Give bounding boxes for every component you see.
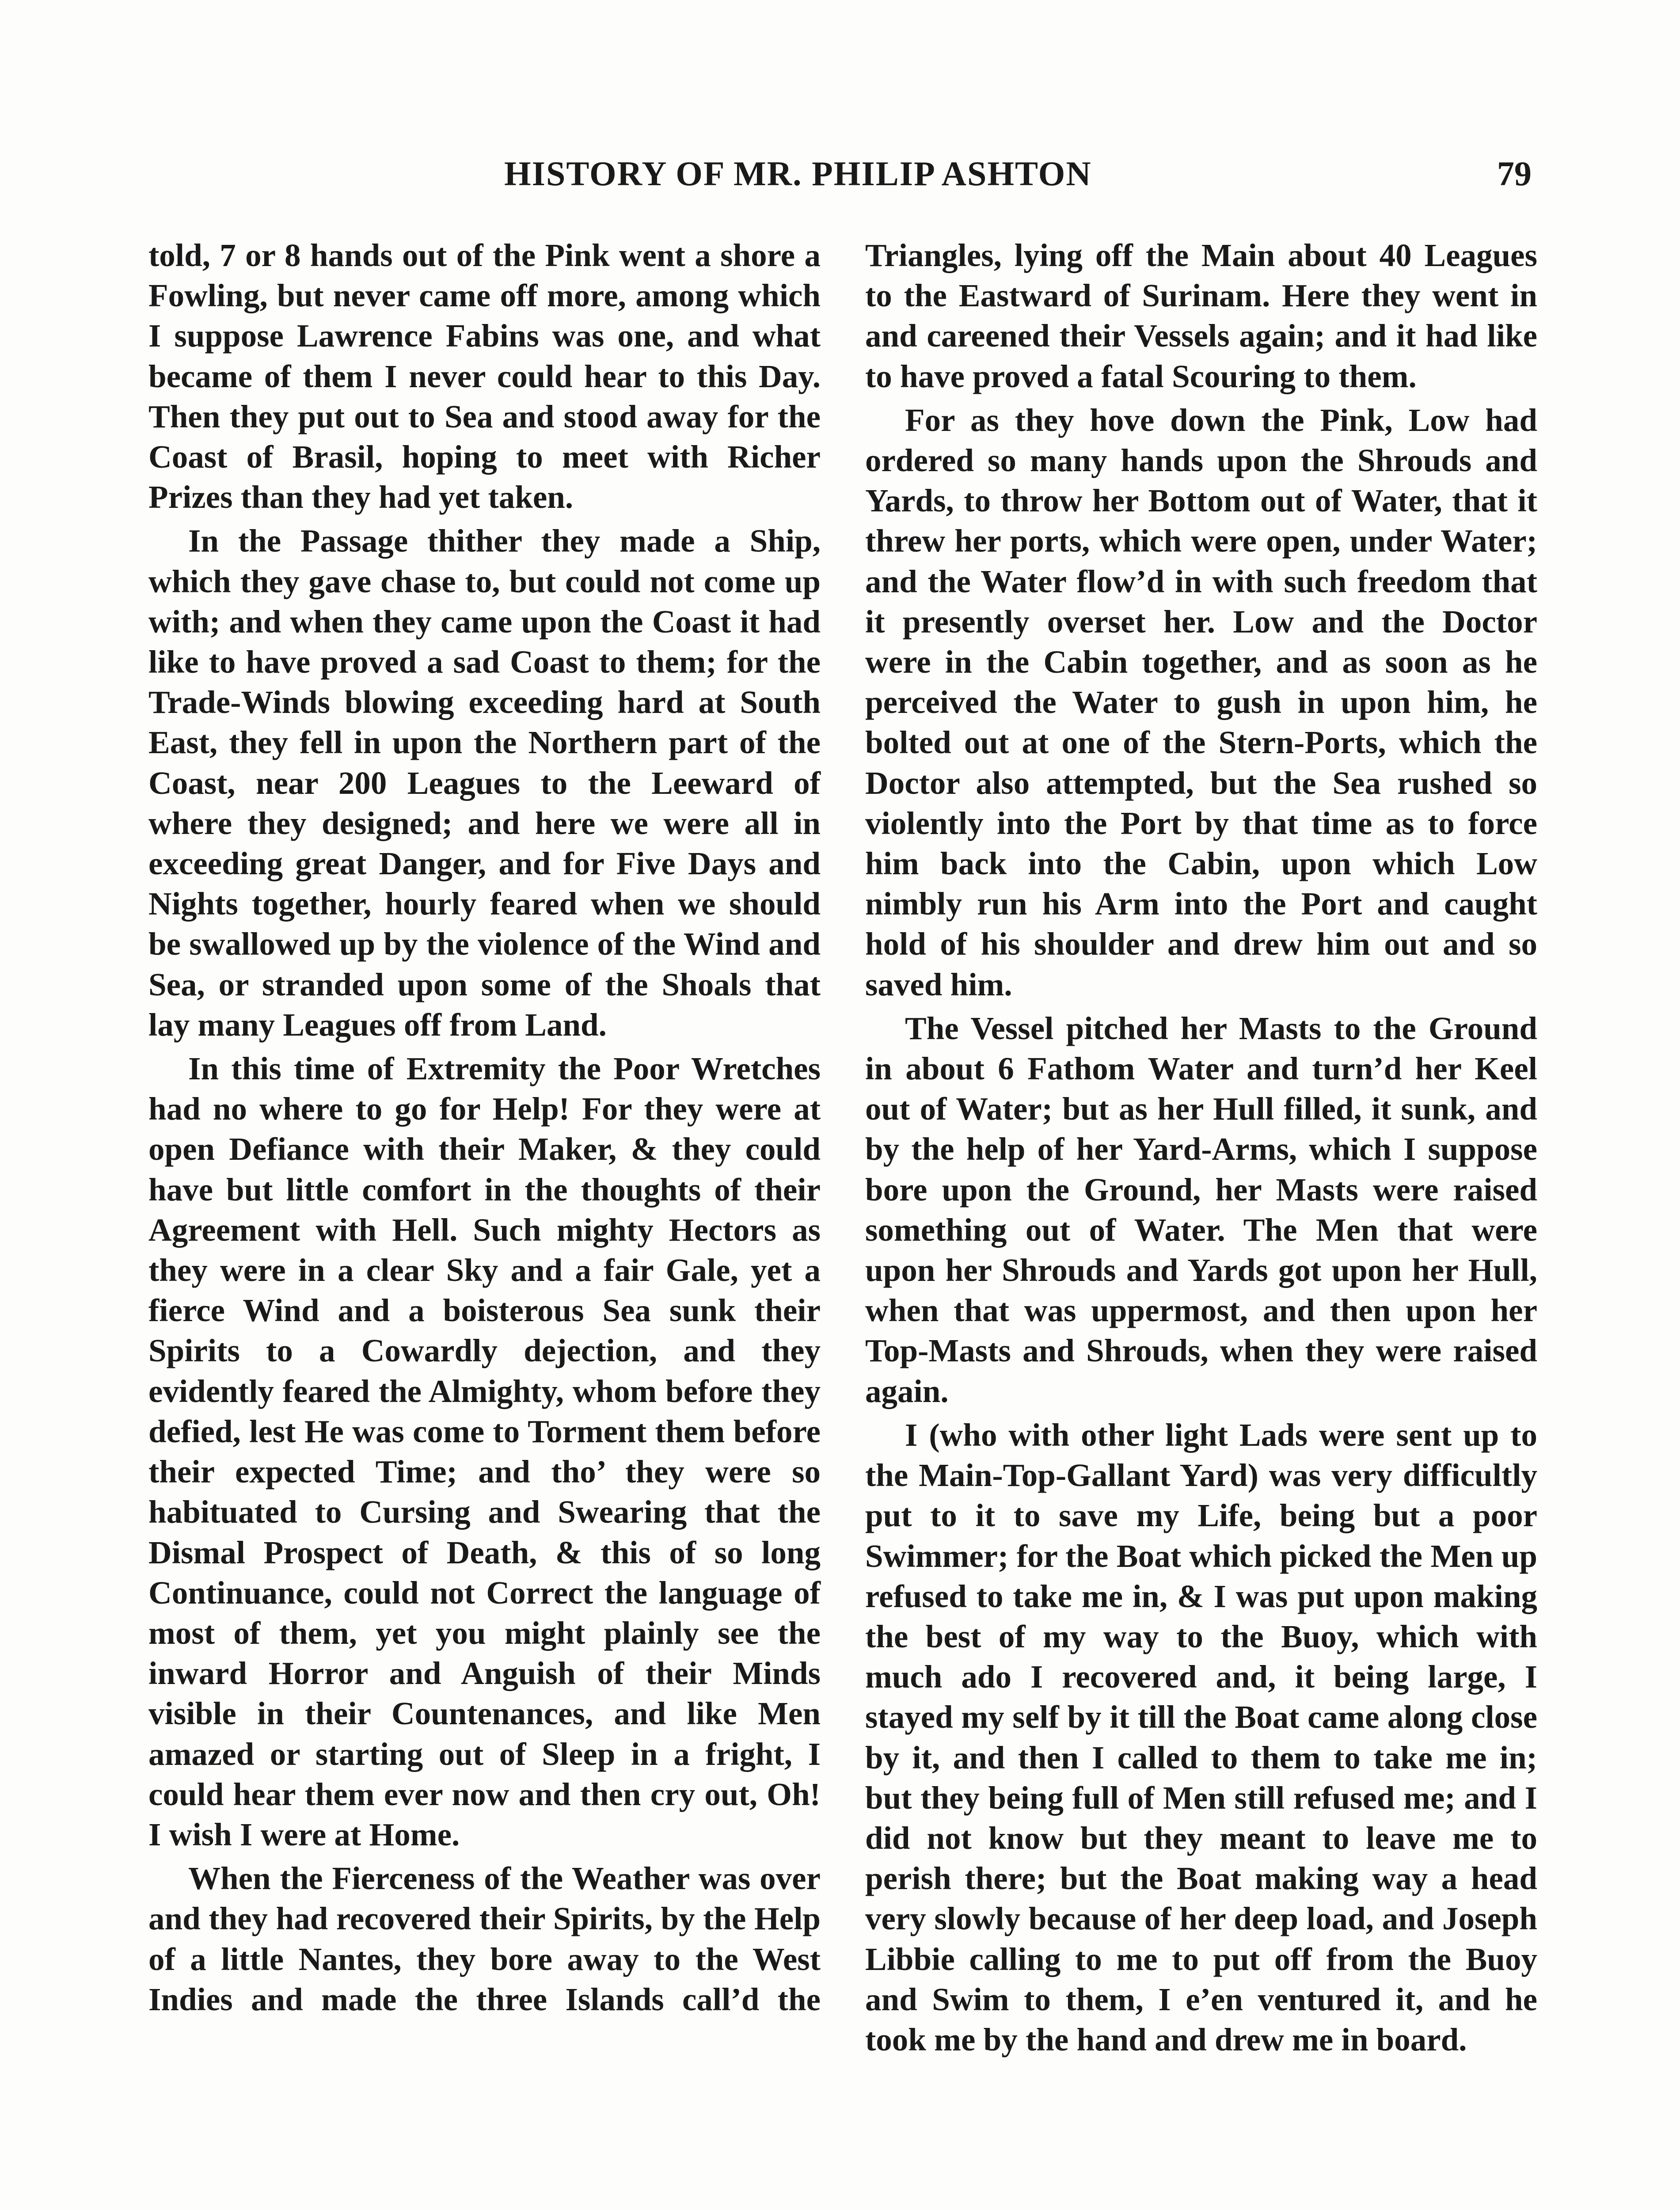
right-paragraph-3: The Vessel pitched her Masts to the Ground in about 6 Fathom Water and turn’d her Keel out of Water; but as her Hull filled, it sunk, and by the help of her Yard-Arms, which I suppose bore upon the Ground, her Masts were raised something out of Water. The Men that were upon her Shrouds and Yards got upon her Hull, when that was uppermost, and then upon her Top-Masts and Shrouds, when they were raised again. — [865, 1010, 1537, 1409]
right-paragraph-4: I (who with other light Lads were sent up to the Main-Top-Gallant Yard) was very difficultly put to it to save my Life, being but a poor Swimmer; for the Boat which picked the Men up refused to take me in, & I was put upon making the best of my way to the Buoy, which with much ado I recovered and, it being large, I stayed my self by it till the Boat came along close by it, and then I called to them to take me in; but they being full of Men still refused me; and I did not know but they meant to leave me to perish there; but the Boat making way a head very slowly because of her deep load, and Joseph Libbie calling to me to put off from the Buoy and Swim to them, I e’en ventured it, and he took me by the hand and drew me in board. — [865, 1417, 1537, 2058]
right-paragraph-2: For as they hove down the Pink, Low had ordered so many hands upon the Shrouds and Yards, to throw her Bottom out of Water, that it threw her ports, which were open, under Water; and the Water flow’d in with such freedom that it presently overset her. Low and the Doctor were in the Cabin together, and as soon as he perceived the Water to gush in upon him, he bolted out at one of the Stern-Ports, which the Doctor also attempted, but the Sea rushed so violently into the Port by that time as to force him back into the Cabin, upon which Low nimbly run his Arm into the Port and caught hold of his shoulder and drew him out and so saved him. — [865, 402, 1537, 1002]
running-title: HISTORY OF MR. PHILIP ASHTON — [504, 154, 1092, 193]
page-number: 79 — [1497, 154, 1532, 193]
right-column — [865, 235, 1537, 2060]
left-paragraph-3: In this time of Extremity the Poor Wretches had no where to go for Help! For they were at open Defiance with their Maker, & they could have but little comfort in the thoughts of their Agreement with Hell. Such mighty Hectors as they were in a clear Sky and a fair Gale, yet a fierce Wind and a boisterous Sea sunk their Spirits to a Cowardly dejection, and they evidently feared the Almighty, whom before they defied, lest He was come to Torment them before their expected Time; and tho’ they were so habituated to Cursing and Swearing that the Dismal Prospect of Death, & this of so long Continuance, could not Correct the language of most of them, yet you might plainly see the inward Horror and Anguish of their Minds visible in their Countenances, and like Men amazed or starting out of Sleep in a fright, I could hear them ever now and then cry out, Oh! I wish I were at Home. — [148, 1051, 821, 1852]
left-column — [148, 235, 821, 2019]
left-paragraph-2: In the Passage thither they made a Ship, which they gave chase to, but could not come up with; and when they came upon the Coast it had like to have proved a sad Coast to them; for the Trade-Winds blowing exceeding hard at South East, they fell in upon the Northern part of the Coast, near 200 Leagues to the Leeward of where they designed; and here we were all in exceeding great Danger, and for Five Days and Nights together, hourly feared when we should be swallowed up by the violence of the Wind and Sea, or stranded upon some of the Shoals that lay many Leagues off from Land. — [148, 523, 821, 1043]
left-paragraph-4: When the Fierceness of the Weather was over and they had recovered their Spirits, by the Help of a little Nantes, they bore away to the West Indies and made the three Islands call’d the — [148, 1860, 821, 2017]
page-header — [148, 149, 1532, 198]
right-paragraph-1: Triangles, lying off the Main about 40 Leagues to the Eastward of Surinam. Here they went in and careened their Vessels again; and it had like to have proved a fatal Scouring to them. — [865, 237, 1537, 394]
left-paragraph-1: told, 7 or 8 hands out of the Pink went a shore a Fowling, but never came off more, among which I suppose Lawrence Fabins was one, and what became of them I never could hear to this Day. Then they put out to Sea and stood away for the Coast of Brasil, hoping to meet with Richer Prizes than they had yet taken. — [148, 237, 821, 515]
